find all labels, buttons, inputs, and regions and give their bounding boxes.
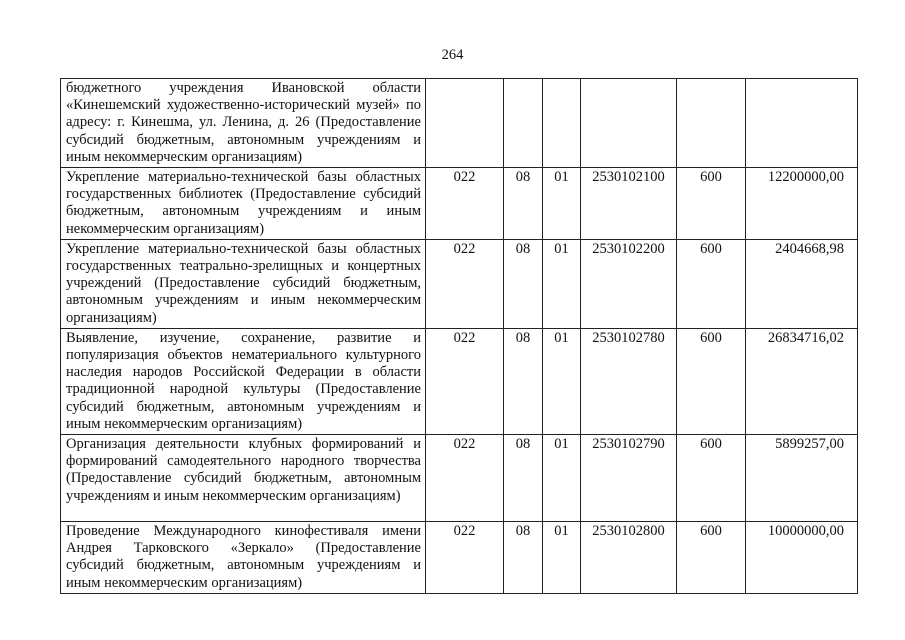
- target-article-code: 2530102100: [581, 168, 677, 240]
- amount: 12200000,00: [746, 168, 858, 240]
- target-article-code: 2530102780: [581, 328, 677, 434]
- expense-type-code: 600: [677, 328, 746, 434]
- amount: 2404668,98: [746, 239, 858, 328]
- row-description: Выявление, изучение, сохранение, развитие и популяризация объектов нематериального культурного наследия народов Российской Федерации в области традиционной народной культуры (Предоставление субсидий бюджетным, автономным учреждениям и иным некоммерческим организациям): [61, 328, 426, 434]
- section-code: [504, 79, 543, 168]
- budget-table: [60, 78, 858, 594]
- amount: [746, 79, 858, 168]
- section-code: 08: [504, 435, 543, 522]
- target-article-code: 2530102790: [581, 435, 677, 522]
- table-row: [61, 522, 858, 594]
- amount: 10000000,00: [746, 522, 858, 594]
- row-description: Укрепление материально-технической базы областных государственных библиотек (Предоставление субсидий бюджетным, автономным учреждениям и иным некоммерческим организациям): [61, 168, 426, 240]
- target-article-code: 2530102200: [581, 239, 677, 328]
- page-number: 264: [441, 47, 464, 63]
- subsection-code: 01: [543, 239, 581, 328]
- table-row: [61, 168, 858, 240]
- row-description: бюджетного учреждения Ивановской области «Кинешемский художественно-исторический музей» по адресу: г. Кинешма, ул. Ленина, д. 26 (Предоставление субсидий бюджетным, автономным учреждениям и иным некоммерческим организациям): [61, 79, 426, 168]
- row-description: Проведение Международного кинофестиваля имени Андрея Тарковского «Зеркало» (Предоставление субсидий бюджетным, автономным учреждениям и иным некоммерческим организациям): [61, 522, 426, 594]
- table-row: [61, 79, 858, 168]
- expense-type-code: 600: [677, 522, 746, 594]
- target-article-code: 2530102800: [581, 522, 677, 594]
- section-code: 08: [504, 168, 543, 240]
- section-code: 08: [504, 522, 543, 594]
- ministry-code: 022: [426, 522, 504, 594]
- ministry-code: 022: [426, 328, 504, 434]
- expense-type-code: 600: [677, 435, 746, 522]
- subsection-code: 01: [543, 168, 581, 240]
- subsection-code: [543, 79, 581, 168]
- target-article-code: [581, 79, 677, 168]
- ministry-code: 022: [426, 435, 504, 522]
- row-description: Организация деятельности клубных формирований и формирований самодеятельного народного творчества (Предоставление субсидий бюджетным, автономным учреждениям и иным некоммерческим организациям): [61, 435, 426, 522]
- ministry-code: [426, 79, 504, 168]
- subsection-code: 01: [543, 435, 581, 522]
- expense-type-code: 600: [677, 239, 746, 328]
- ministry-code: 022: [426, 168, 504, 240]
- section-code: 08: [504, 328, 543, 434]
- table-row: [61, 239, 858, 328]
- subsection-code: 01: [543, 522, 581, 594]
- table-row: [61, 328, 858, 434]
- amount: 26834716,02: [746, 328, 858, 434]
- section-code: 08: [504, 239, 543, 328]
- subsection-code: 01: [543, 328, 581, 434]
- amount: 5899257,00: [746, 435, 858, 522]
- row-description: Укрепление материально-технической базы областных государственных театрально-зрелищных и концертных учреждений (Предоставление субсидий бюджетным, автономным учреждениям и иным некоммерческим организациям): [61, 239, 426, 328]
- table-row: [61, 435, 858, 522]
- ministry-code: 022: [426, 239, 504, 328]
- expense-type-code: 600: [677, 168, 746, 240]
- expense-type-code: [677, 79, 746, 168]
